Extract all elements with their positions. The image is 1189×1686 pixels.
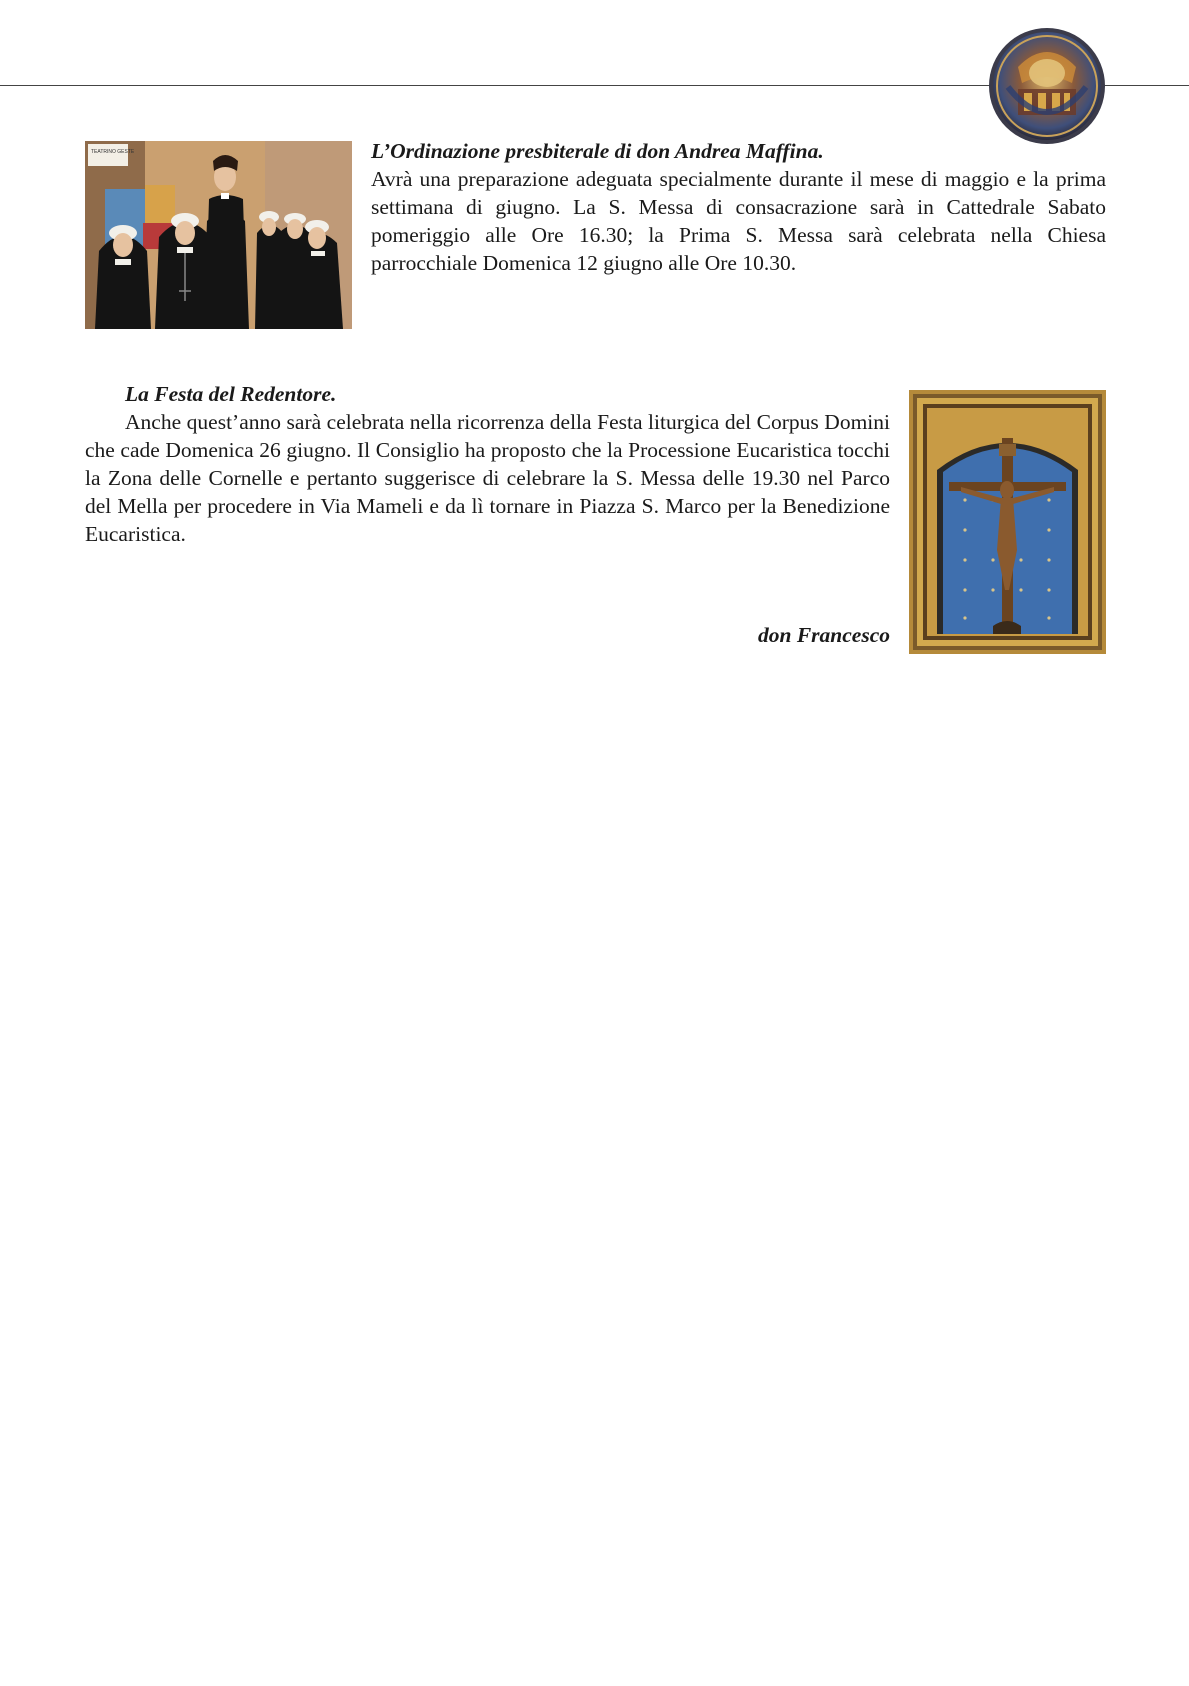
section-ordinazione-title: L’Ordinazione presbiterale di don Andrea Maffina. (371, 139, 824, 163)
photo-sign-text: TEATRINO GESTE (91, 149, 135, 155)
crucifix-image (909, 390, 1106, 654)
section-ordinazione (371, 137, 1106, 277)
section-redentore-body: Anche quest’anno sarà celebrata nella ricorrenza della Festa liturgica del Corpus Domini che cade Domenica 26 giugno. Il Consiglio ha proposto che la Processione Eucaristica tocchi la Zona delle Cornelle e pertanto suggerisce di celebrare la S. Messa delle 19.30 nel Parco del Mella per procedere in Via Mameli e da lì tornare in Piazza S. Marco per la Benedizione Eucaristica. (85, 410, 890, 546)
section-redentore (85, 380, 890, 548)
section-ordinazione-body: Avrà una preparazione adeguata specialmente durante il mese di maggio e la prima settimana di giugno. La S. Messa di consacrazione sarà in Cattedrale Sabato pomeriggio alle Ore 16.30; la Prima S. Messa sarà celebrata nella Chiesa parrocchiale Domenica 12 giugno alle Ore 10.30. (371, 167, 1106, 275)
section-redentore-title: La Festa del Redentore. (125, 382, 337, 406)
signature: don Francesco (758, 623, 890, 647)
group-photo (85, 141, 352, 329)
stained-glass-logo-icon (988, 27, 1106, 145)
